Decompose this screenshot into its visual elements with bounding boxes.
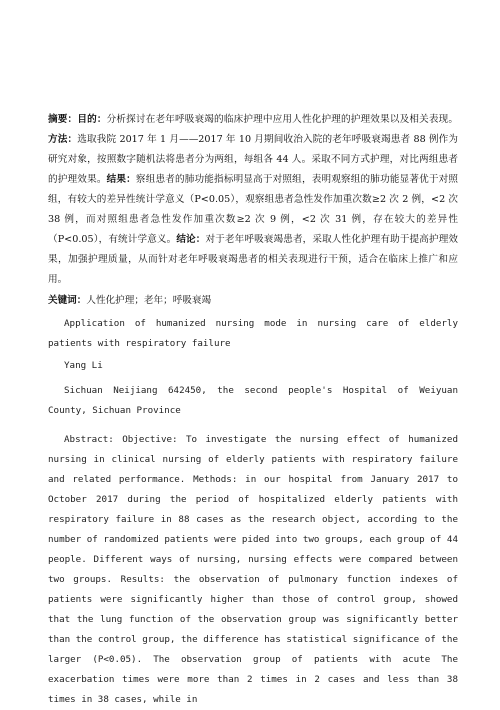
keywords-label: 关键词： xyxy=(48,295,87,306)
result-text: 察组患者的肺功能指标明显高于对照组，表明观察组的肺功能显著优于对照组，有较大的差异性统计学意义（P<0.05），观察组患者急性发作加重次数≥2 次 2 例，<2 次 38 例，而对照组患者急性发作加重次数≥2 次 9 例，<2 次 31 例，存在较大的差异性（P<0.05），有统计学意义。 xyxy=(48,174,459,245)
method-text: 选取我院 2017 年 1 月——2017 年 10 月期间收治入院的老年呼吸衰竭患者 88 例作为研究对象，按照数字随机法将患者分为两组，每组各 44 人。采取不同方式护理，对比两组患者的护理效果。 xyxy=(48,134,459,185)
english-title: Application of humanized nursing mode in nursing care of elderly patients with respiratory failure xyxy=(48,318,458,349)
english-affiliation: Sichuan Neijiang 642450, the second people's Hospital of Weiyuan County, Sichuan Province xyxy=(48,385,458,416)
method-label: 方法： xyxy=(48,134,78,145)
keywords-text: 人性化护理；老年；呼吸衰竭 xyxy=(86,295,212,306)
abstract-label: 摘要： xyxy=(48,114,78,125)
conclusion-text: 对于老年呼吸衰竭患者，采取人性化护理有助于提高护理效果，加强护理质量，从而针对老年呼吸衰竭患者的相关表现进行干预，适合在临床上推广和应用。 xyxy=(48,234,459,285)
conclusion-label: 结论： xyxy=(176,234,206,245)
objective-text: 分析探讨在老年呼吸衰竭的临床护理中应用人性化护理的护理效果以及相关表现。 xyxy=(106,114,459,125)
result-label: 结果： xyxy=(106,174,136,185)
chinese-abstract xyxy=(48,110,458,290)
english-author: Yang Li xyxy=(64,360,103,371)
keywords xyxy=(48,291,458,311)
objective-label: 目的： xyxy=(77,114,107,125)
english-abstract: Abstract: Objective: To investigate the nursing effect of humanized nursing in clinical nursing of elderly patients with respiratory failure and related performance. Methods: in our hospital from January 2017 to October 2017 during the period of hospitalized elderly patients with respiratory failure in 88 cases as the research object, according to the number of randomized patients were pided into two groups, each group of 44 people. Different ways of nursing, nursing effects were compared between two groups. Results: the observation of pulmonary function indexes of patients were significantly higher than those of control group, showed that the lung function of the observation group was significantly better than the control group, the difference has statistical significance of the larger (P<0.05). The observation group of patients with acute The exacerbation times were more than 2 times in 2 cases and less than 38 times in 38 cases, while in xyxy=(48,434,458,705)
